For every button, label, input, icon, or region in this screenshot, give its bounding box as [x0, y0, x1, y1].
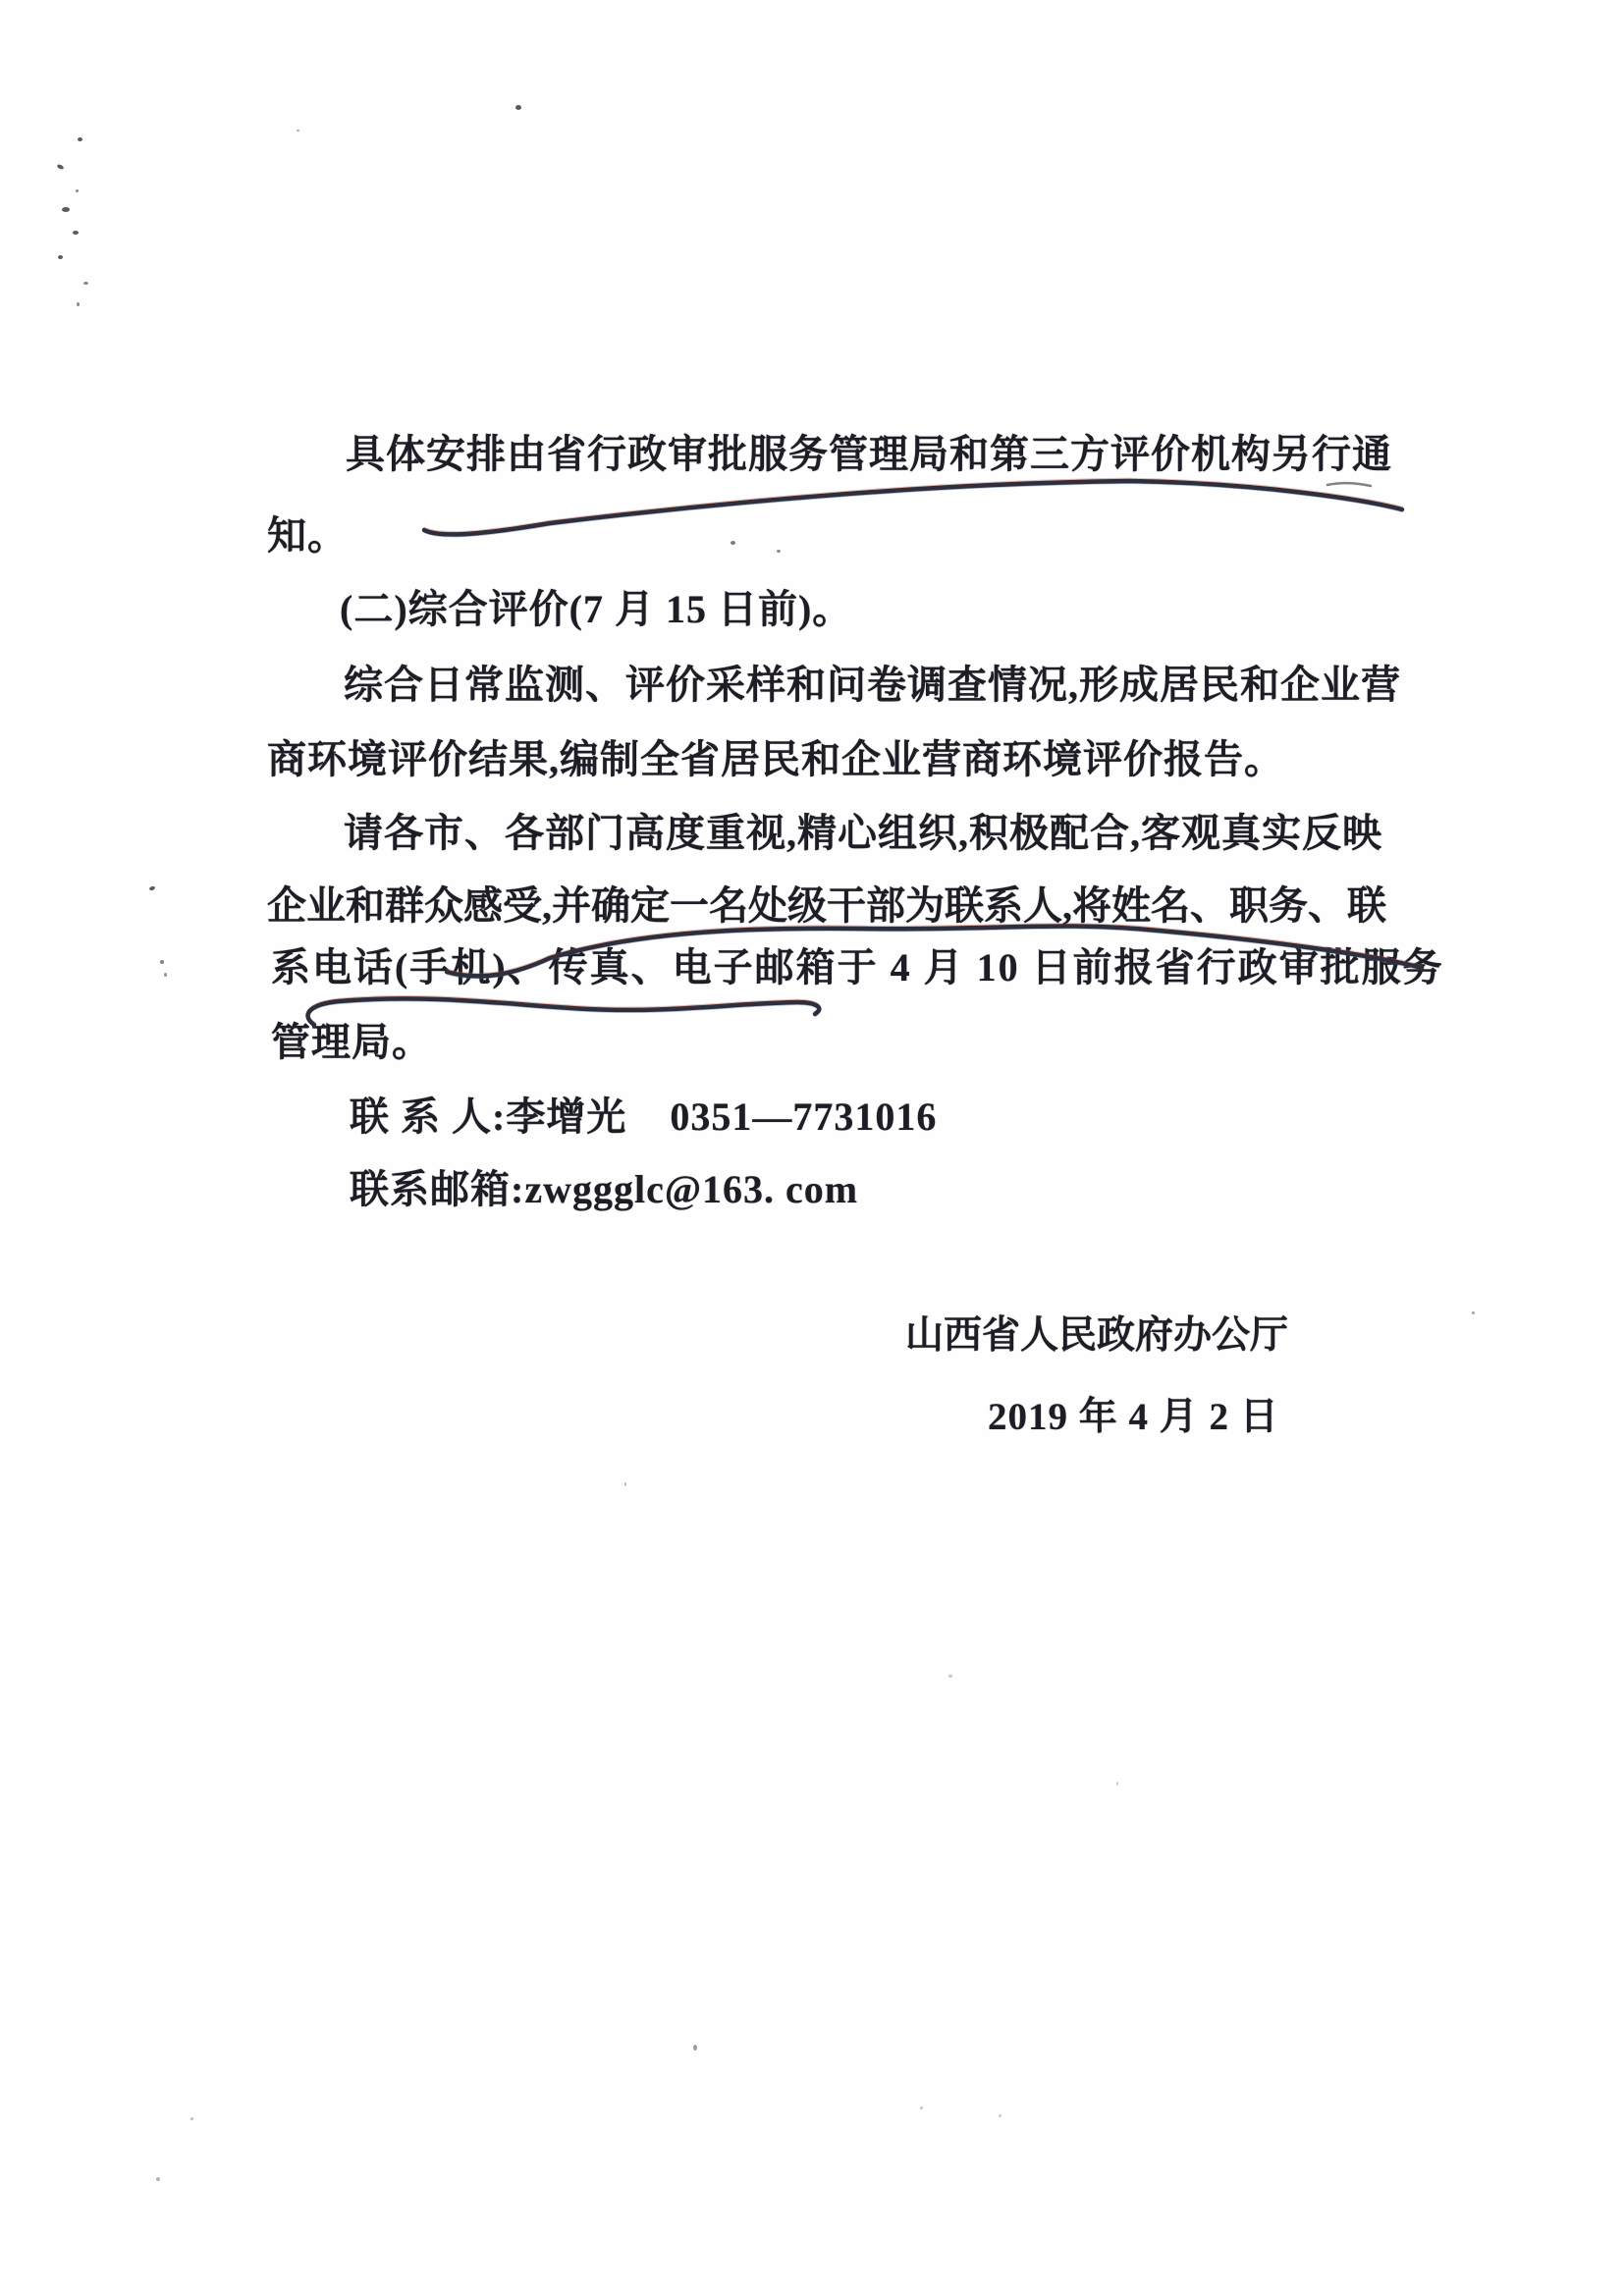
paragraph-line-7: 企业和群众感受,并确定一名处级干部为联系人,将姓名、职务、联: [267, 883, 1386, 928]
paragraph-line-8: 系电话(手机)、传真、电子邮箱于 4 月 10 日前报省行政审批服务: [271, 945, 1444, 989]
underline-stroke-1: [424, 479, 1402, 537]
underline-stroke-2: [447, 924, 1422, 979]
section-heading-line: (二)综合评价(7 月 15 日前)。: [340, 587, 853, 631]
paragraph-line-1: 具体安排由省行政审批服务管理局和第三方评价机构另行通: [346, 432, 1392, 476]
paragraph-line-5: 商环境评价结果,编制全省居民和企业营商环境评价报告。: [267, 737, 1284, 781]
underline-stroke-3: [308, 996, 820, 1027]
paragraph-line-6: 请各市、各部门高度重视,精心组织,积极配合,客观真实反映: [344, 811, 1382, 855]
contact-person-line: 联 系 人:李增光 0351—7731016: [350, 1095, 938, 1139]
contact-email-line: 联系邮箱:zwggglc@163. com: [350, 1167, 859, 1211]
paragraph-line-2: 知。: [267, 513, 348, 558]
signature-org: 山西省人民政府办公厅: [905, 1314, 1289, 1357]
paragraph-line-4: 综合日常监测、评价采样和问卷调查情况,形成居民和企业营: [344, 663, 1401, 707]
signature-date: 2019 年 4 月 2 日: [988, 1396, 1279, 1438]
paragraph-line-9: 管理局。: [271, 1020, 432, 1064]
